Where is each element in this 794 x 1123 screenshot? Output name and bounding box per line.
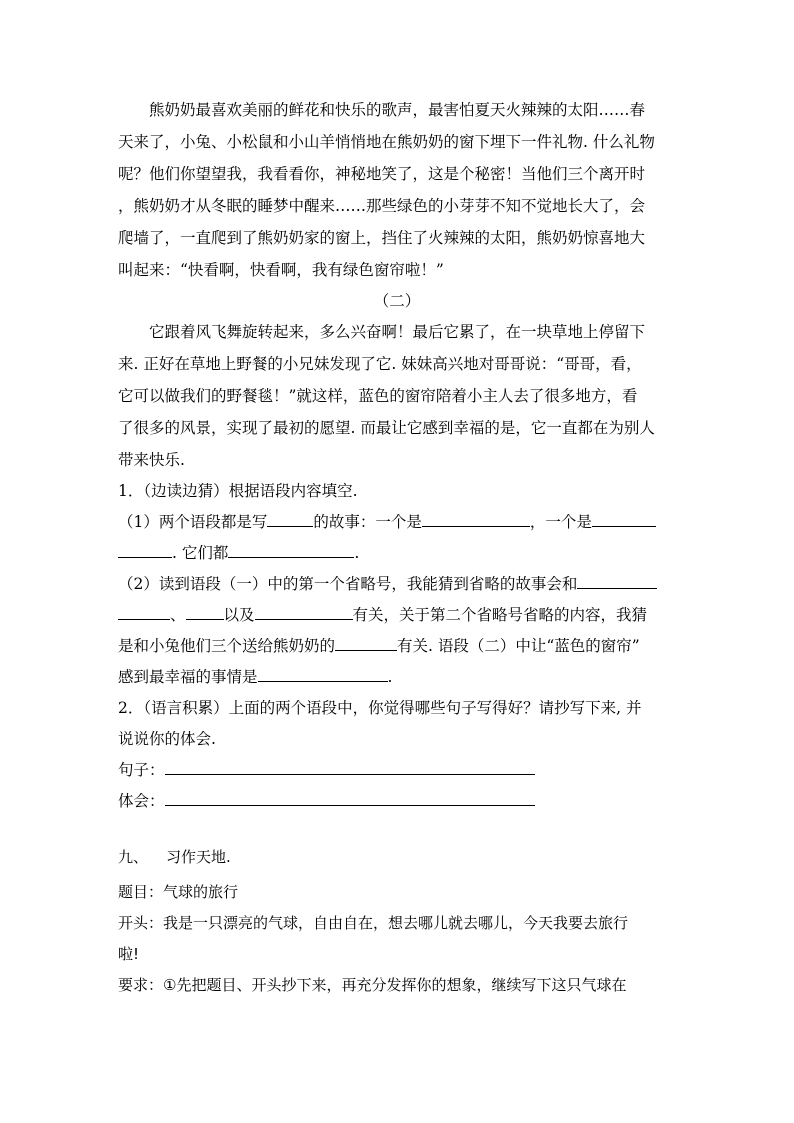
q1p2-text-f: 有关. 语段（二）中让“蓝色的窗帘” xyxy=(397,637,640,655)
sentence-label: 句子： xyxy=(118,761,165,779)
feeling-answer-row xyxy=(118,791,535,811)
question-1-part-1-line-1 xyxy=(118,512,656,532)
blank-field[interactable] xyxy=(255,605,353,620)
q1p2-text-a: （2）读到语段（一）中的第一个省略号，我能猜到省略的故事会和 xyxy=(118,575,578,593)
composition-requirement: 要求：①先把题目、开头抄下来，再充分发挥你的想象，继续写下这只气球在 xyxy=(118,976,627,994)
section-9-title: 习作天地. xyxy=(166,848,231,866)
q1p2-text-d: 有关，关于第二个省略号省略的内容，我猜 xyxy=(352,606,648,624)
blank-field[interactable] xyxy=(577,574,657,589)
passage-one-line-6: 叫起来：“快看啊，快看啊，我有绿色窗帘啦！” xyxy=(118,261,444,279)
feeling-label: 体会： xyxy=(118,792,165,810)
passage-two-heading: （二） xyxy=(373,292,421,310)
q1p1-text-d: . 它们都 xyxy=(172,544,229,562)
composition-topic: 题目：气球的旅行 xyxy=(118,883,239,901)
section-9-heading xyxy=(118,846,231,868)
passage-one-line-1: 熊奶奶最喜欢美丽的鲜花和快乐的歌声，最害怕夏天火辣辣的太阳……春 xyxy=(149,101,646,119)
blank-field[interactable] xyxy=(267,512,313,527)
question-1-title: 1．（边读边猜）根据语段内容填空. xyxy=(118,482,358,500)
passage-one-line-3: 呢？他们你望望我，我看看你，神秘地笑了，这是个秘密！当他们三个离开时 xyxy=(118,165,646,183)
question-1-part-1-line-2 xyxy=(118,543,359,563)
blank-field[interactable] xyxy=(592,512,656,527)
passage-two-line-2: 来. 正好在草地上野餐的小兄妹发现了它. 妹妹高兴地对哥哥说：“哥哥，看， xyxy=(118,355,642,373)
composition-opening-line-1: 开头：我是一只漂亮的气球，自由自在，想去哪儿就去哪儿，今天我要去旅行 xyxy=(118,914,629,932)
q1p1-text-b: 的故事：一个是 xyxy=(313,513,422,531)
passage-one-line-4: ，熊奶奶才从冬眠的睡梦中醒来……那些绿色的小芽芽不知不觉地长大了，会 xyxy=(118,197,646,215)
q1p1-text-c: ，一个是 xyxy=(529,513,592,531)
q1p1-text-e: . xyxy=(354,544,360,562)
blank-field[interactable] xyxy=(228,543,354,558)
passage-one-line-5: 爬墙了，一直爬到了熊奶奶家的窗上，挡住了火辣辣的太阳，熊奶奶惊喜地大 xyxy=(118,229,646,247)
q1p2-text-h: . xyxy=(387,668,393,686)
q1p2-text-e: 是和小兔他们三个送给熊奶奶的 xyxy=(118,637,336,655)
blank-field[interactable] xyxy=(422,512,530,527)
passage-two-line-5: 带来快乐. xyxy=(118,451,185,469)
q1p2-text-c: 以及 xyxy=(223,606,255,624)
blank-field[interactable] xyxy=(335,636,397,651)
q1p1-text-a: （1）两个语段都是写 xyxy=(118,513,268,531)
blank-field[interactable] xyxy=(118,543,172,558)
question-1-part-2-line-4 xyxy=(118,667,392,687)
passage-two-line-4: 了很多的风景，实现了最初的愿望. 而最让它感到幸福的是，它一直都在为别人 xyxy=(118,419,655,437)
sentence-answer-line[interactable] xyxy=(165,760,535,775)
composition-opening-line-2: 啦! xyxy=(118,945,140,963)
question-1-part-2-line-3 xyxy=(118,636,640,656)
question-2-line-2: 说说你的体会. xyxy=(118,730,216,748)
passage-two-line-1: 它跟着风飞舞旋转起来，多么兴奋啊！最后它累了，在一块草地上停留下 xyxy=(149,323,646,341)
q1p2-text-b: 、 xyxy=(170,606,186,624)
blank-field[interactable] xyxy=(118,605,170,620)
section-9-number: 九、 xyxy=(118,848,149,866)
q1p2-text-g: 感到最幸福的事情是 xyxy=(118,668,258,686)
question-1-part-2-line-1 xyxy=(118,574,657,594)
question-1-part-2-line-2 xyxy=(118,605,647,625)
passage-two-line-3: 它可以做我们的野餐毯！”就这样，蓝色的窗帘陪着小主人去了很多地方，看 xyxy=(118,387,638,405)
blank-field[interactable] xyxy=(258,667,388,682)
passage-one-line-2: 天来了，小兔、小松鼠和小山羊悄悄地在熊奶奶的窗下埋下一件礼物. 什么礼物 xyxy=(118,133,655,151)
feeling-answer-line[interactable] xyxy=(165,791,535,806)
blank-field[interactable] xyxy=(186,605,224,620)
sentence-answer-row xyxy=(118,760,535,780)
question-2-line-1: 2．（语言积累）上面的两个语段中，你觉得哪些句子写得好？请抄写下来, 并 xyxy=(118,699,642,717)
